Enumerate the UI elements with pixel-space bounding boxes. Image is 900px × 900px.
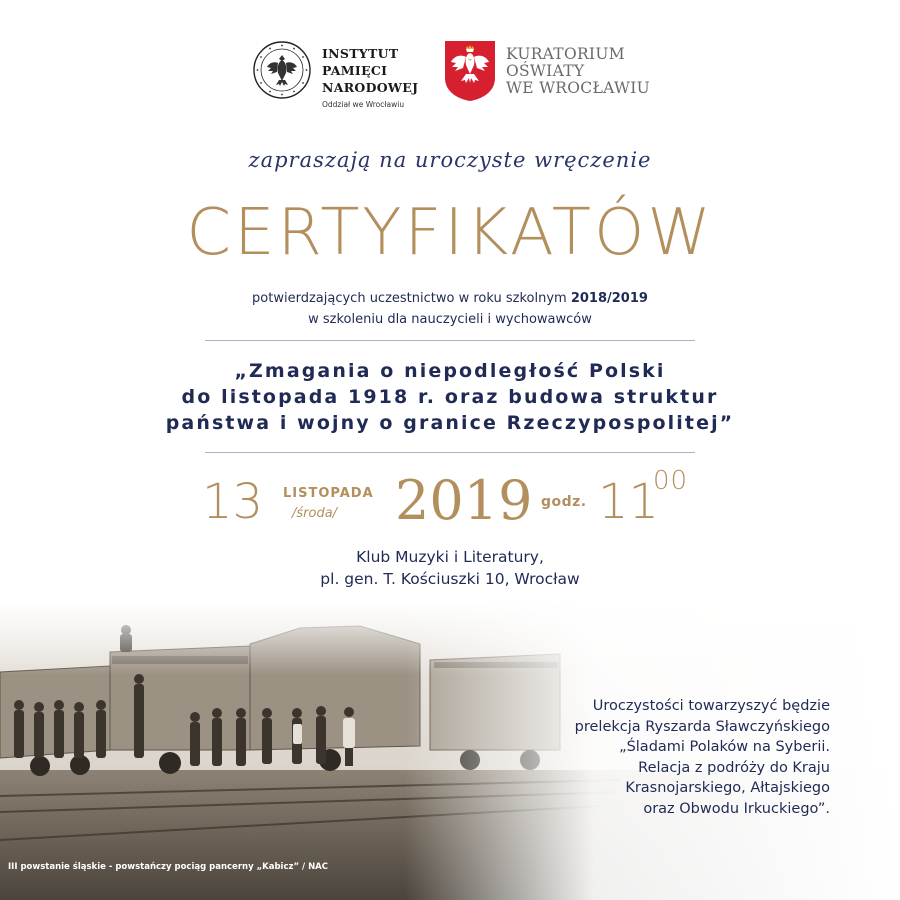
training-title-line: do listopada 1918 r. oraz budowa struktur xyxy=(181,386,719,408)
training-title-line: „Zmagania o niepodległość Polski xyxy=(234,360,666,382)
event-month: LISTOPADA xyxy=(283,486,374,501)
ipn-name-line: INSTYTUT xyxy=(322,46,399,61)
kuratorium-name xyxy=(506,46,650,97)
event-weekday: /środa/ xyxy=(292,506,338,521)
eagle-seal-icon xyxy=(252,40,312,100)
lecture-line: oraz Obwodu Irkuckiego”. xyxy=(643,800,830,817)
ipn-logo xyxy=(252,40,422,116)
divider xyxy=(205,452,695,453)
kuratorium-name-line: WE WROCŁAWIU xyxy=(506,79,650,97)
event-year: 2019 xyxy=(395,469,533,532)
lecture-info xyxy=(575,696,830,819)
subtitle xyxy=(0,288,900,330)
lecture-line: Relacja z podróży do Kraju xyxy=(638,759,830,776)
ipn-name-line: PAMIĘCI xyxy=(322,63,388,78)
venue-line: pl. gen. T. Kościuszki 10, Wrocław xyxy=(320,570,580,588)
venue-line: Klub Muzyki i Literatury, xyxy=(356,548,544,566)
kuratorium-logo xyxy=(444,40,674,110)
school-year: 2018/2019 xyxy=(570,291,648,306)
lecture-line: „Śladami Polaków na Syberii. xyxy=(619,739,830,755)
subtitle-prefix: potwierdzających uczestnictwo w roku szkolnym xyxy=(252,291,567,306)
polish-coat-of-arms-icon xyxy=(444,40,496,102)
event-hour: 11 xyxy=(598,474,660,530)
time-label: godz. xyxy=(541,494,587,510)
invite-text: zapraszają na uroczyste wręczenie xyxy=(248,148,652,172)
event-minutes: 00 xyxy=(653,466,689,496)
lecture-line: Krasnojarskiego, Ałtajskiego xyxy=(625,780,830,796)
training-title xyxy=(0,358,900,436)
lecture-line: Uroczystości towarzyszyć będzie xyxy=(592,698,830,714)
kuratorium-name-line: KURATORIUM xyxy=(506,45,625,63)
ipn-name-line: NARODOWEJ xyxy=(322,80,419,95)
divider xyxy=(205,340,695,341)
page-title: CERTYFIKATÓW xyxy=(186,196,714,270)
event-day: 13 xyxy=(202,474,264,530)
subtitle-line-1 xyxy=(0,288,900,309)
subtitle-line-2: w szkoleniu dla nauczycieli i wychowawców xyxy=(308,312,592,327)
photo-caption: III powstanie śląskie - powstańczy pociąg pancerny „Kabicz” / NAC xyxy=(8,862,328,872)
kuratorium-name-line: OŚWIATY xyxy=(506,62,585,80)
lecture-line: prelekcja Ryszarda Sławczyńskiego xyxy=(574,718,830,735)
training-title-line: państwa i wojny o granice Rzeczypospolitej” xyxy=(165,412,735,434)
venue xyxy=(0,546,900,590)
ipn-name xyxy=(322,45,418,96)
ipn-branch: Oddział we Wrocławiu xyxy=(322,100,405,109)
